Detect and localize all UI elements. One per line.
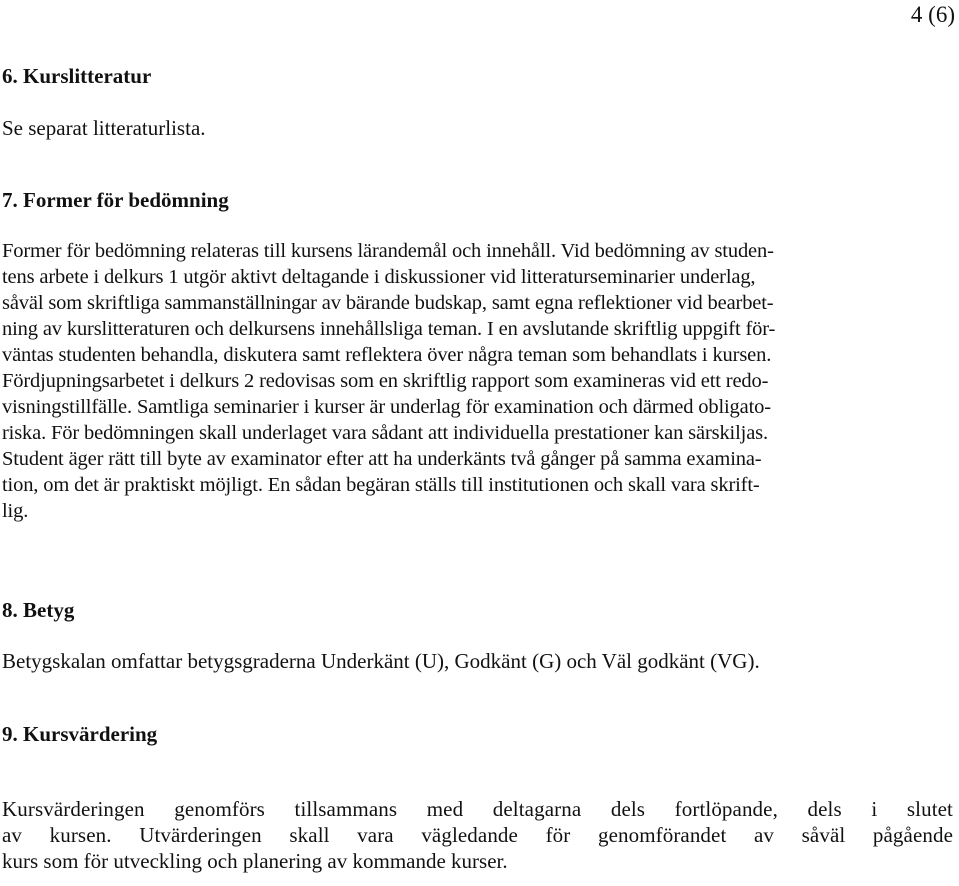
section-6-heading: 6. Kurslitteratur: [2, 64, 152, 88]
section-7-line: såväl som skriftliga sammanställningar av bärande budskap, samt egna reflektioner vid bearbet-: [2, 292, 774, 314]
section-9-body: [2, 796, 953, 874]
section-7-line: Student äger rätt till byte av examinator efter att ha underkänts två gånger på samma examina-: [2, 448, 762, 470]
section-7-line: väntas studenten behandla, diskutera samt reflektera över några teman som behandlats i kursen.: [2, 344, 772, 366]
section-7-line: ning av kurslitteraturen och delkursens innehållsliga teman. I en avslutande skriftlig uppgift för-: [2, 318, 776, 340]
section-7-heading: 7. Former för bedömning: [2, 188, 229, 212]
section-7-line: visningstillfälle. Samtliga seminarier i kurser är underlag för examination och därmed obligato-: [2, 396, 771, 418]
section-6-text: Se separat litteraturlista.: [2, 116, 206, 140]
section-8-heading: 8. Betyg: [2, 598, 75, 622]
section-9-heading: 9. Kursvärdering: [2, 722, 158, 746]
page-number: 4 (6): [910, 2, 955, 27]
section-9-line: Kursvärderingen genomförs tillsammans med deltagarna dels fortlöpande, dels i slutet: [2, 797, 953, 821]
section-7-line: riska. För bedömningen skall underlaget vara sådant att individuella prestationer kan särskiljas.: [2, 422, 768, 444]
section-7-line: tion, om det är praktiskt möjligt. En sådan begäran ställs till institutionen och skall vara skrift-: [2, 474, 760, 496]
section-8-text: Betygskalan omfattar betygsgraderna Underkänt (U), Godkänt (G) och Väl godkänt (VG).: [2, 649, 760, 673]
section-9-line: av kursen. Utvärderingen skall vara vägledande för genomförandet av såväl pågående: [2, 823, 953, 847]
section-7-line: Fördjupningsarbetet i delkurs 2 redovisas som en skriftlig rapport som examineras vid ett redo-: [2, 370, 769, 392]
section-7-line: tens arbete i delkurs 1 utgör aktivt deltagande i diskussioner vid litteraturseminarier underlag,: [2, 266, 756, 288]
section-7-line: lig.: [2, 500, 29, 522]
section-9-line: kurs som för utveckling och planering av kommande kurser.: [2, 849, 508, 873]
section-7-line: Former för bedömning relateras till kursens lärandemål och innehåll. Vid bedömning av studen-: [2, 240, 774, 262]
